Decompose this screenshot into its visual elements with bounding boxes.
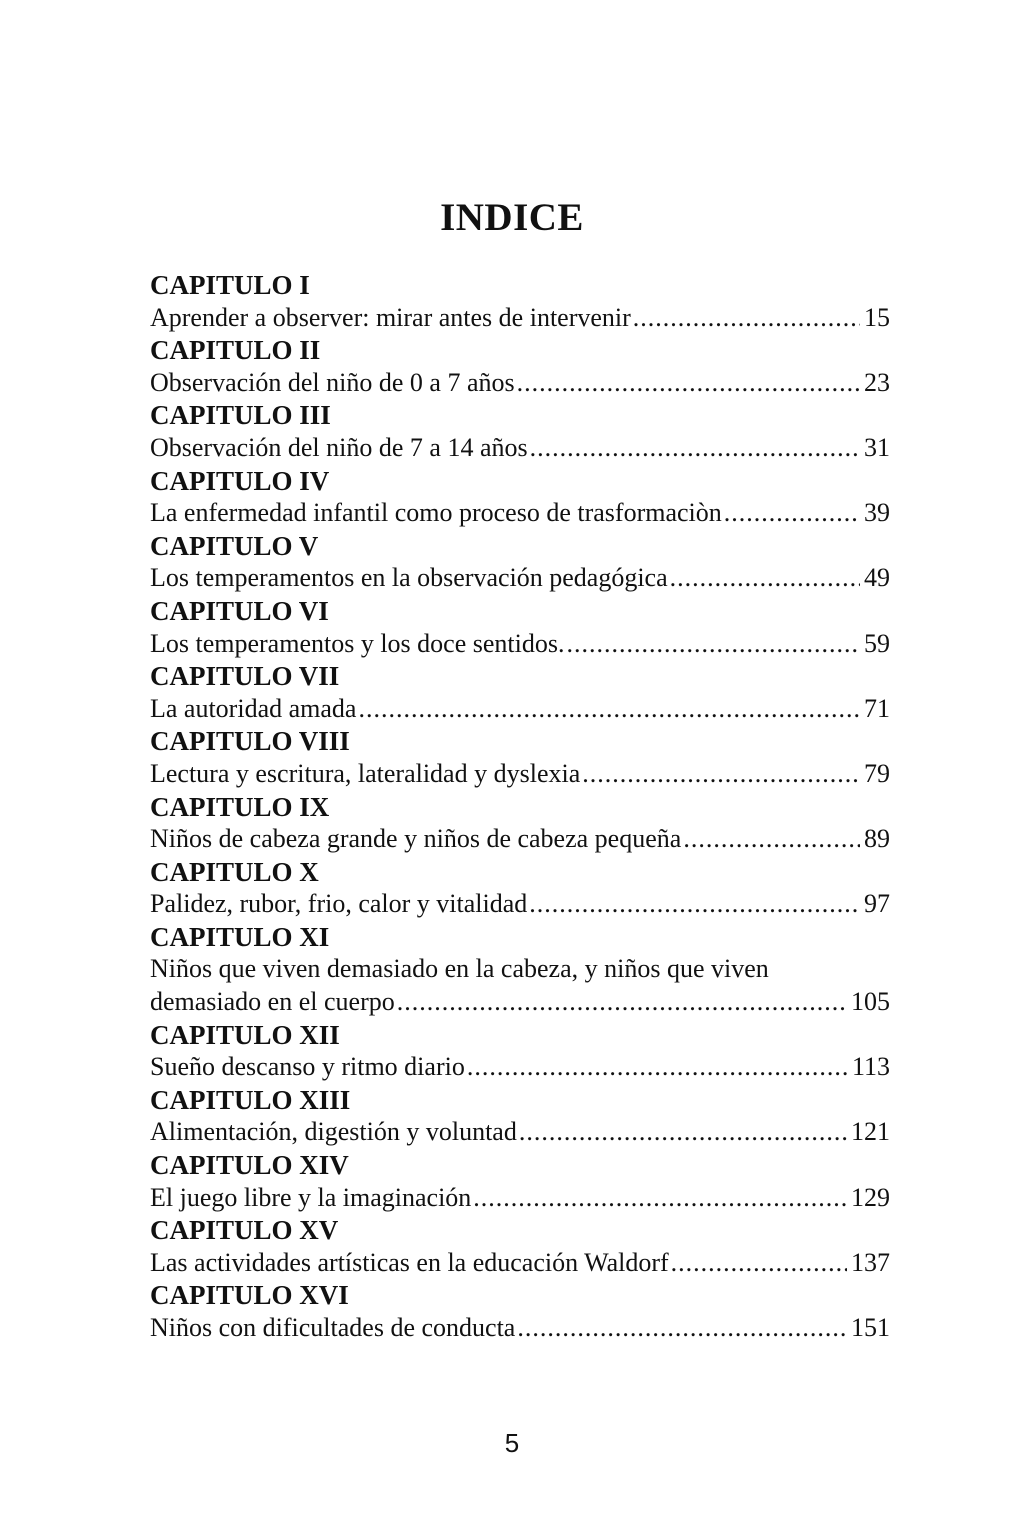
entry-page-number: 15 <box>864 302 890 332</box>
toc-entry <box>150 1312 890 1345</box>
chapter-heading: CAPITULO VI <box>150 595 329 626</box>
chapter-heading: CAPITULO IX <box>150 791 330 822</box>
toc-chapter-5 <box>150 530 890 595</box>
entry-page-number: 23 <box>864 367 890 397</box>
dot-leader <box>671 1247 847 1280</box>
toc-entry <box>150 497 890 530</box>
dot-leader <box>529 888 860 921</box>
toc-entry <box>150 888 890 921</box>
dot-leader <box>517 367 860 400</box>
entry-title: Palidez, rubor, frio, calor y vitalidad <box>150 889 528 919</box>
chapter-heading: CAPITULO XII <box>150 1019 340 1050</box>
dot-leader <box>670 562 860 595</box>
toc-chapter-2 <box>150 334 890 399</box>
entry-title: Aprender a observer: mirar antes de intervenir <box>150 302 631 332</box>
table-of-contents <box>150 269 890 1345</box>
toc-entry <box>150 562 890 595</box>
toc-entry <box>150 432 890 465</box>
toc-entry <box>150 1116 890 1149</box>
dot-leader <box>358 693 860 726</box>
toc-chapter-8 <box>150 725 890 790</box>
entry-page-number: 49 <box>864 563 890 593</box>
entry-page-number: 79 <box>864 758 890 788</box>
toc-entry <box>150 953 890 1018</box>
dot-leader <box>683 823 860 856</box>
dot-leader <box>473 1182 847 1215</box>
entry-page-number: 97 <box>864 889 890 919</box>
entry-page-number: 31 <box>864 432 890 462</box>
chapter-heading: CAPITULO XIV <box>150 1150 349 1181</box>
entry-title: Los temperamentos y los doce sentidos. <box>150 628 565 658</box>
entry-title: demasiado en el cuerpo <box>150 987 395 1017</box>
entry-title: El juego libre y la imaginación <box>150 1182 472 1212</box>
dot-leader <box>397 986 847 1019</box>
toc-chapter-9 <box>150 791 890 856</box>
chapter-heading: CAPITULO V <box>150 530 319 561</box>
chapter-heading: CAPITULO II <box>150 335 321 366</box>
toc-entry <box>150 758 890 791</box>
toc-entry <box>150 302 890 335</box>
dot-leader <box>724 497 860 530</box>
toc-chapter-1 <box>150 269 890 334</box>
chapter-heading: CAPITULO X <box>150 856 319 887</box>
entry-title: Las actividades artísticas en la educación Waldorf <box>150 1247 669 1277</box>
entry-title: Niños con dificultades de conducta <box>150 1313 516 1342</box>
entry-title: Los temperamentos en la observación pedagógica <box>150 563 668 593</box>
toc-entry <box>150 1247 890 1280</box>
entry-title: Sueño descanso y ritmo diario <box>150 1052 465 1082</box>
dot-leader <box>582 758 860 791</box>
entry-page-number: 71 <box>864 693 890 723</box>
dot-leader <box>566 628 860 661</box>
chapter-heading: CAPITULO XVI <box>150 1280 349 1311</box>
chapter-heading: CAPITULO IV <box>150 465 330 496</box>
entry-title-first-line: Niños que viven demasiado en la cabeza, y niños que viven <box>150 954 769 984</box>
entry-page-number: 137 <box>851 1247 890 1277</box>
entry-title: Observación del niño de 0 a 7 años <box>150 367 515 397</box>
entry-page-number: 129 <box>851 1182 890 1212</box>
chapter-heading: CAPITULO VIII <box>150 726 350 757</box>
page-number: 5 <box>504 1428 520 1458</box>
toc-chapter-4 <box>150 465 890 530</box>
toc-chapter-14 <box>150 1149 890 1214</box>
chapter-heading: CAPITULO III <box>150 400 331 431</box>
entry-title: Alimentación, digestión y voluntad <box>150 1117 517 1147</box>
entry-title: Lectura y escritura, lateralidad y dyslexia <box>150 758 581 788</box>
toc-chapter-11 <box>150 921 890 1019</box>
toc-entry <box>150 1051 890 1084</box>
chapter-heading: CAPITULO I <box>150 270 310 300</box>
dot-leader <box>633 302 860 335</box>
dot-leader <box>530 432 860 465</box>
toc-chapter-16 <box>150 1279 890 1344</box>
toc-entry <box>150 693 890 726</box>
entry-page-number: 105 <box>851 987 890 1017</box>
page-title: INDICE <box>440 196 584 239</box>
dot-leader <box>517 1312 847 1345</box>
toc-chapter-13 <box>150 1084 890 1149</box>
entry-title: La autoridad amada <box>150 693 357 723</box>
entry-title: La enfermedad infantil como proceso de trasformaciòn <box>150 498 722 528</box>
toc-entry <box>150 823 890 856</box>
chapter-heading: CAPITULO XI <box>150 921 330 952</box>
toc-entry <box>150 367 890 400</box>
toc-chapter-3 <box>150 399 890 464</box>
toc-entry <box>150 1182 890 1215</box>
toc-chapter-6 <box>150 595 890 660</box>
toc-entry <box>150 628 890 661</box>
entry-page-number: 121 <box>851 1117 890 1147</box>
chapter-heading: CAPITULO XV <box>150 1215 339 1246</box>
toc-chapter-12 <box>150 1019 890 1084</box>
toc-chapter-10 <box>150 856 890 921</box>
chapter-heading: CAPITULO VII <box>150 661 340 692</box>
entry-page-number: 39 <box>864 498 890 528</box>
entry-title: Observación del niño de 7 a 14 años <box>150 432 528 462</box>
dot-leader <box>467 1051 848 1084</box>
toc-chapter-15 <box>150 1214 890 1279</box>
toc-chapter-7 <box>150 660 890 725</box>
entry-page-number: 113 <box>851 1052 890 1082</box>
entry-title: Niños de cabeza grande y niños de cabeza pequeña <box>150 824 682 854</box>
chapter-heading: CAPITULO XIII <box>150 1084 351 1115</box>
dot-leader <box>519 1116 847 1149</box>
entry-page-number: 89 <box>864 824 890 854</box>
entry-page-number: 59 <box>864 628 890 658</box>
entry-page-number: 151 <box>851 1313 890 1342</box>
